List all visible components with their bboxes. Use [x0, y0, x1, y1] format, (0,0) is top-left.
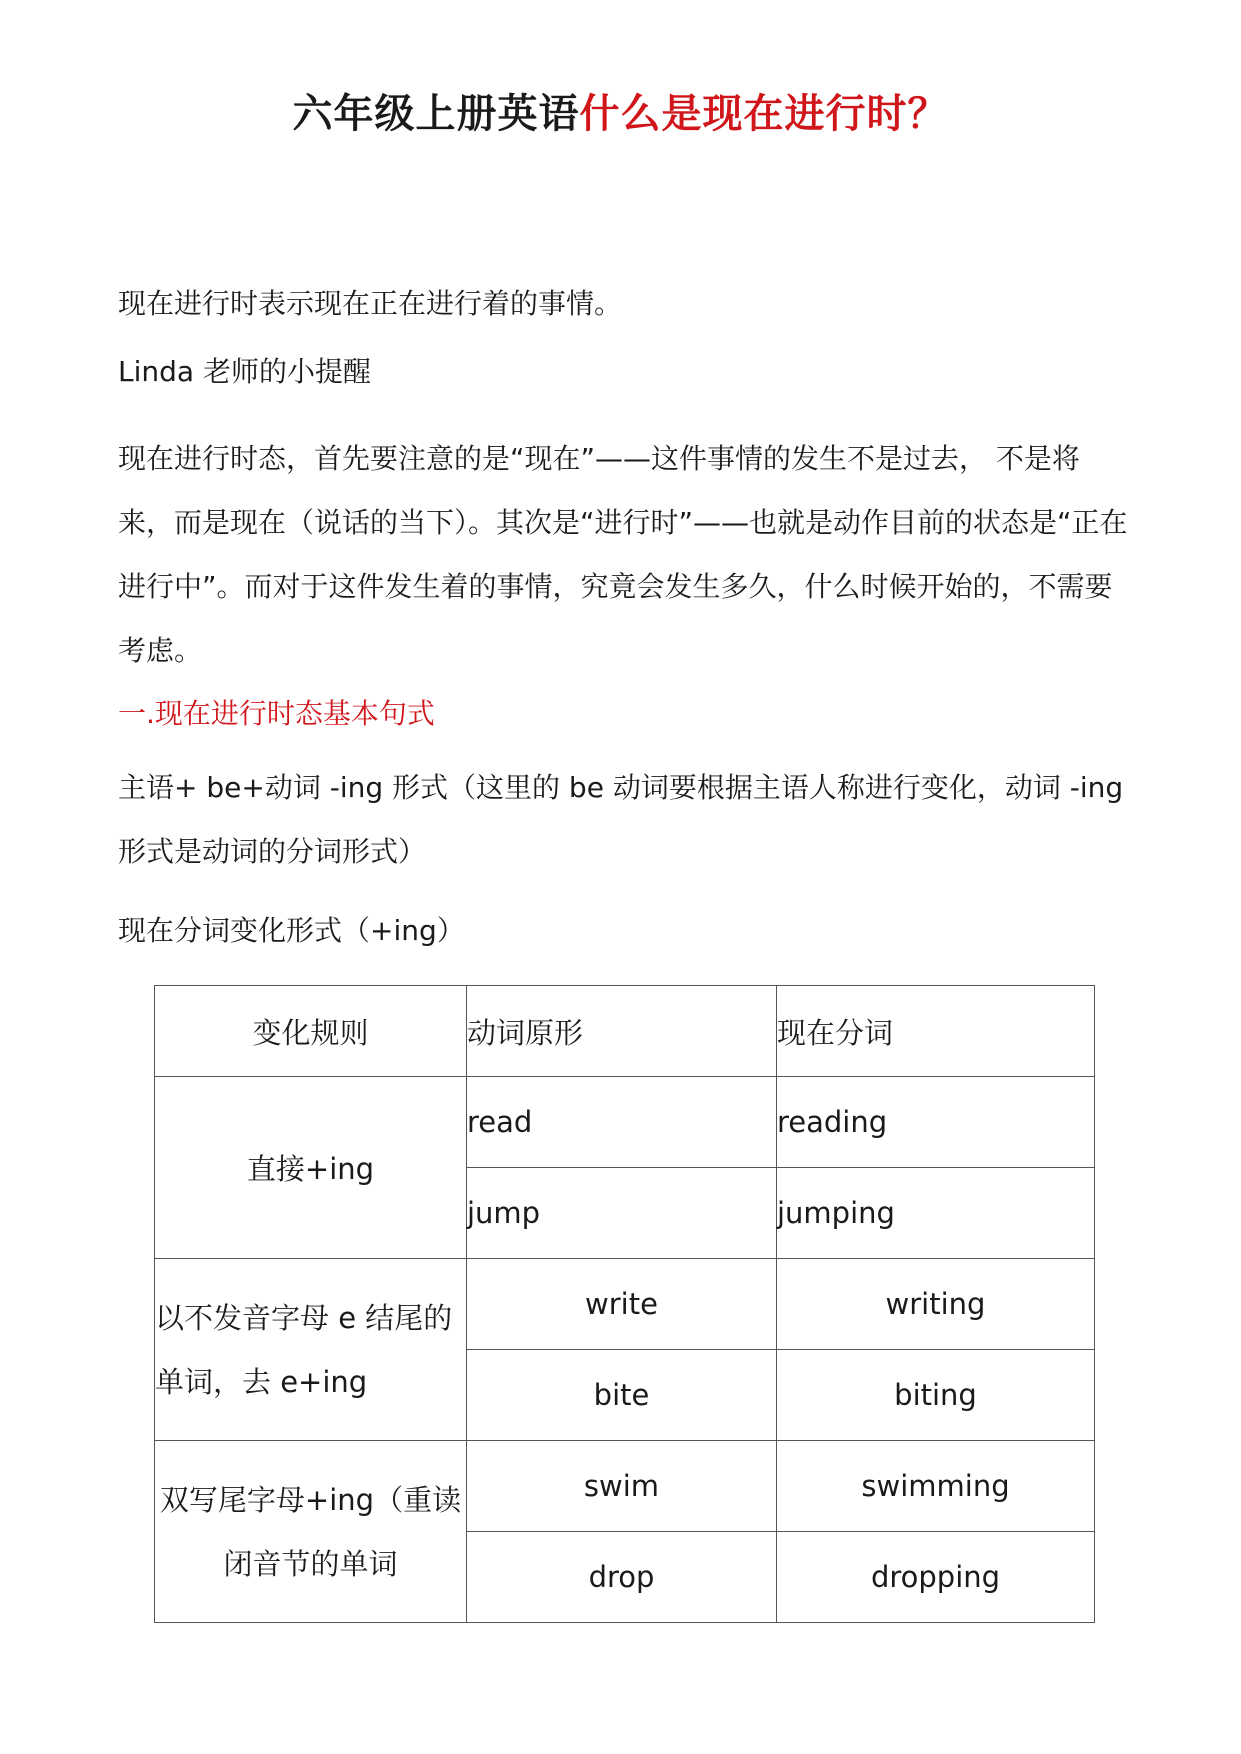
rule-cell: 直接+ing [155, 1077, 467, 1259]
table-caption: 现在分词变化形式（+ing） [118, 914, 465, 947]
base-form-cell: jump [467, 1168, 777, 1259]
header-participle: 现在分词 [777, 986, 1095, 1077]
intro-paragraph: 现在进行时表示现在正在进行着的事情。 [118, 287, 623, 320]
table-row [155, 1077, 1095, 1168]
base-form-cell: read [467, 1077, 777, 1168]
base-form-cell: bite [467, 1350, 777, 1441]
participle-cell: swimming [777, 1441, 1095, 1532]
rule-cell: 以不发音字母 e 结尾的单词，去 e+ing [155, 1259, 467, 1441]
table-header-row [155, 986, 1095, 1077]
tip-body: 现在进行时态，首先要注意的是“现在”——这件事情的发生不是过去， 不是将来，而是现在（说话的当下）。其次是“进行时”——也就是动作目前的状态是“正在进行中”。而对于这件发生着的事情，究竟会发生多久，什么时候开始的，不需要考虑。 [118, 442, 1128, 667]
section-body: 主语+ be+动词 -ing 形式（这里的 be 动词要根据主语人称进行变化，动词 -ing 形式是动词的分词形式） [118, 771, 1124, 868]
participle-table [154, 985, 1095, 1623]
page-title [0, 82, 1241, 139]
header-base-form: 动词原形 [467, 986, 777, 1077]
base-form-cell: drop [467, 1532, 777, 1623]
participle-cell: jumping [777, 1168, 1095, 1259]
tip-heading: Linda 老师的小提醒 [118, 355, 371, 388]
section-heading: 一.现在进行时态基本句式 [118, 697, 435, 730]
participle-cell: biting [777, 1350, 1095, 1441]
title-part-black: 六年级上册英语 [292, 91, 580, 137]
participle-cell: reading [777, 1077, 1095, 1168]
participle-cell: writing [777, 1259, 1095, 1350]
table-row [155, 1259, 1095, 1350]
rule-cell: 双写尾字母+ing（重读闭音节的单词 [155, 1441, 467, 1623]
table-row [155, 1441, 1095, 1532]
base-form-cell: swim [467, 1441, 777, 1532]
title-part-red: 什么是现在进行时？ [579, 91, 949, 137]
base-form-cell: write [467, 1259, 777, 1350]
participle-cell: dropping [777, 1532, 1095, 1623]
header-rule: 变化规则 [155, 986, 467, 1077]
